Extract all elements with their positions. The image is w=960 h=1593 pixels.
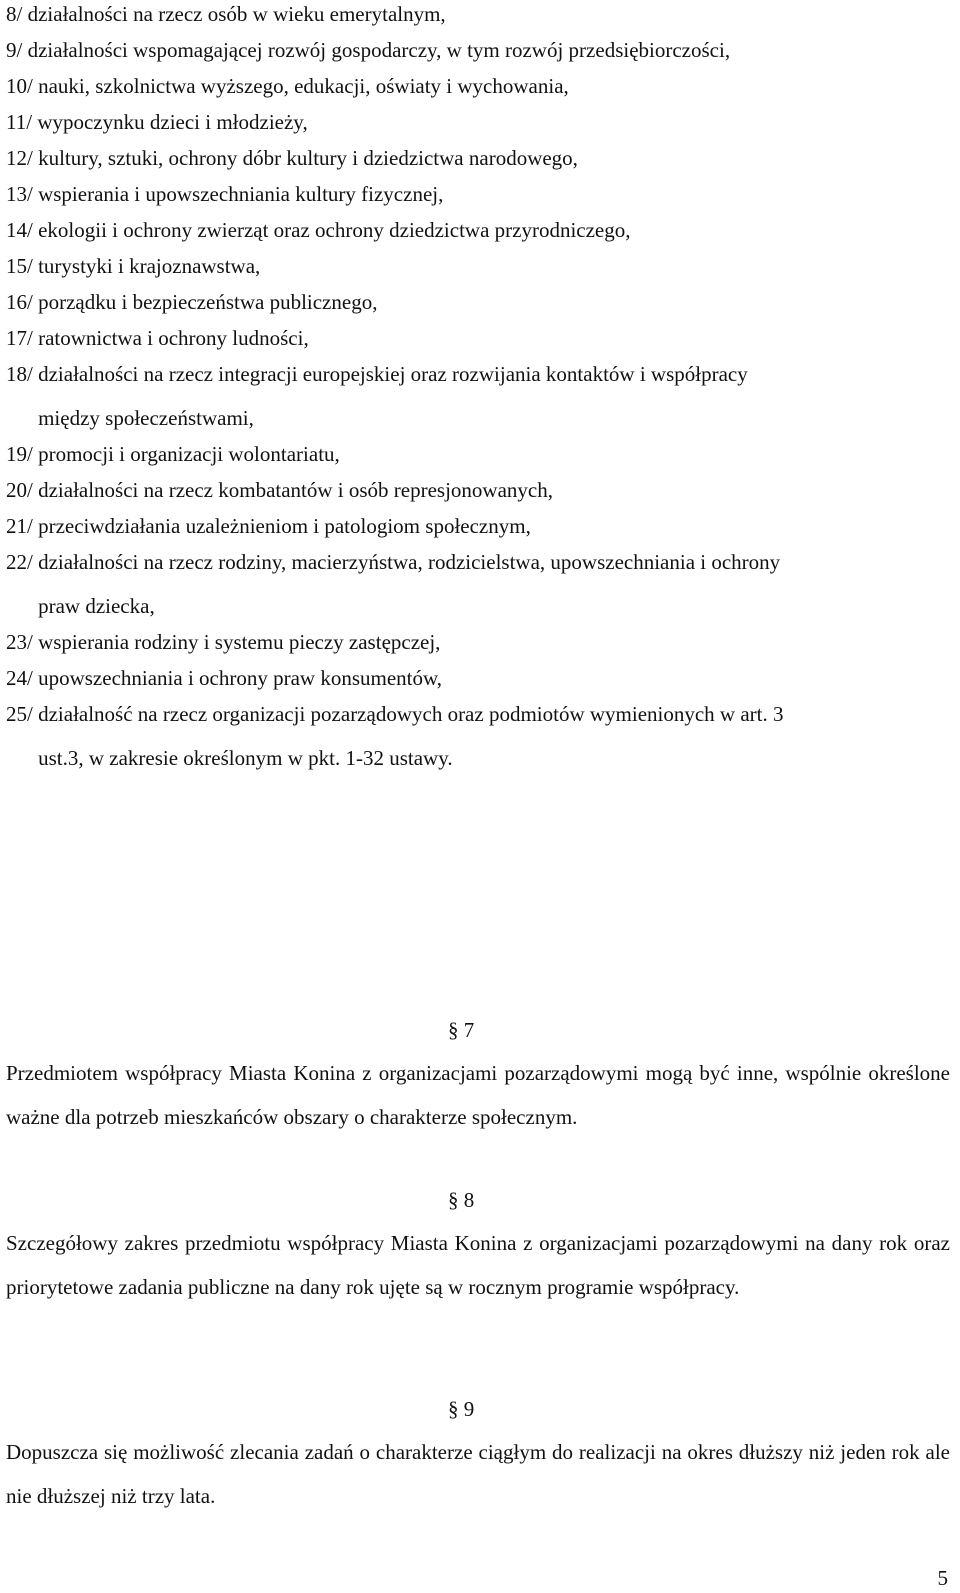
list-item-number: 25/ — [6, 702, 39, 726]
list-item-number: 13/ — [6, 182, 39, 206]
list-item-text-block — [38, 550, 950, 618]
list-item-number: 17/ — [6, 326, 39, 350]
list-item-text: działalności wspomagającej rozwój gospodarczy, w tym rozwój przedsiębiorczości, — [27, 38, 731, 62]
list-item — [6, 442, 950, 466]
list-item — [6, 326, 950, 350]
activity-list — [6, 0, 950, 770]
section-sign-7: § 7 — [448, 1018, 475, 1042]
list-item — [6, 110, 950, 134]
section-sign-8: § 8 — [448, 1188, 475, 1212]
list-item — [6, 478, 950, 502]
list-item — [6, 666, 950, 690]
list-item — [6, 254, 950, 278]
list-item-text-block — [38, 362, 950, 430]
list-item-number: 16/ — [6, 290, 39, 314]
list-item-number: 22/ — [6, 550, 39, 574]
list-item-text: kultury, sztuki, ochrony dóbr kultury i dziedzictwa narodowego, — [38, 146, 578, 170]
list-item-text: przeciwdziałania uzależnieniom i patologiom społecznym, — [38, 514, 531, 538]
list-item-continuation: ust.3, w zakresie określonym w pkt. 1-32 ustawy. — [38, 746, 453, 770]
list-item-text-block — [38, 702, 950, 770]
list-item — [6, 38, 950, 62]
list-item — [6, 702, 950, 770]
list-item-number: 8/ — [6, 2, 28, 26]
list-item-text: działalności na rzecz osób w wieku emerytalnym, — [27, 2, 446, 26]
list-item-number: 9/ — [6, 38, 28, 62]
list-item-number: 12/ — [6, 146, 39, 170]
list-item-text: wspierania i upowszechniania kultury fizycznej, — [38, 182, 444, 206]
section-paragraph-8: Szczegółowy zakres przedmiotu współpracy Miasta Konina z organizacjami pozarządowymi na dany rok oraz priorytetowe zadania publiczne na dany rok ujęte są w rocznym programie współpracy. — [6, 1231, 950, 1299]
list-item — [6, 362, 950, 430]
list-item-number: 15/ — [6, 254, 39, 278]
list-item-text: wypoczynku dzieci i młodzieży, — [37, 110, 308, 134]
list-item-text: ratownictwa i ochrony ludności, — [38, 326, 309, 350]
list-item-text: działalności na rzecz rodziny, macierzyństwa, rodzicielstwa, upowszechniania i ochrony — [38, 550, 781, 574]
list-item-continuation: między społeczeństwami, — [38, 406, 254, 430]
list-item — [6, 290, 950, 314]
section-sign-9: § 9 — [448, 1397, 475, 1421]
list-item — [6, 550, 950, 618]
list-item-continuation: praw dziecka, — [38, 594, 155, 618]
list-item-text: turystyki i krajoznawstwa, — [38, 254, 261, 278]
list-item — [6, 2, 950, 26]
list-item-number: 21/ — [6, 514, 39, 538]
list-item-text: promocji i organizacji wolontariatu, — [38, 442, 340, 466]
list-item-number: 10/ — [6, 74, 39, 98]
list-item-number: 19/ — [6, 442, 39, 466]
list-item-text: nauki, szkolnictwa wyższego, edukacji, oświaty i wychowania, — [38, 74, 569, 98]
section-paragraph-9: Dopuszcza się możliwość zlecania zadań o charakterze ciągłym do realizacji na okres dłuższy niż jeden rok ale nie dłuższej niż trzy lata. — [6, 1440, 950, 1508]
list-item — [6, 218, 950, 242]
list-item-number: 23/ — [6, 630, 39, 654]
list-item-text: wspierania rodziny i systemu pieczy zastępczej, — [38, 630, 441, 654]
section-paragraph-7: Przedmiotem współpracy Miasta Konina z organizacjami pozarządowymi mogą być inne, wspólnie określone ważne dla potrzeb mieszkańców obszary o charakterze społecznym. — [6, 1061, 950, 1129]
list-item-number: 20/ — [6, 478, 39, 502]
list-item — [6, 630, 950, 654]
list-item-text: ekologii i ochrony zwierząt oraz ochrony dziedzictwa przyrodniczego, — [38, 218, 631, 242]
list-item — [6, 146, 950, 170]
page-number: 5 — [937, 1566, 948, 1590]
list-item-number: 11/ — [6, 110, 38, 134]
list-item-text: działalności na rzecz integracji europejskiej oraz rozwijania kontaktów i współpracy — [38, 362, 748, 386]
list-item-number: 24/ — [6, 666, 39, 690]
list-item-text: działalności na rzecz kombatantów i osób represjonowanych, — [38, 478, 553, 502]
list-item — [6, 182, 950, 206]
list-item-text: działalność na rzecz organizacji pozarządowych oraz podmiotów wymienionych w art. 3 — [38, 702, 784, 726]
list-item-number: 14/ — [6, 218, 39, 242]
list-item-text: upowszechniania i ochrony praw konsumentów, — [38, 666, 443, 690]
list-item-text: porządku i bezpieczeństwa publicznego, — [38, 290, 378, 314]
list-item — [6, 514, 950, 538]
list-item-number: 18/ — [6, 362, 39, 386]
list-item — [6, 74, 950, 98]
